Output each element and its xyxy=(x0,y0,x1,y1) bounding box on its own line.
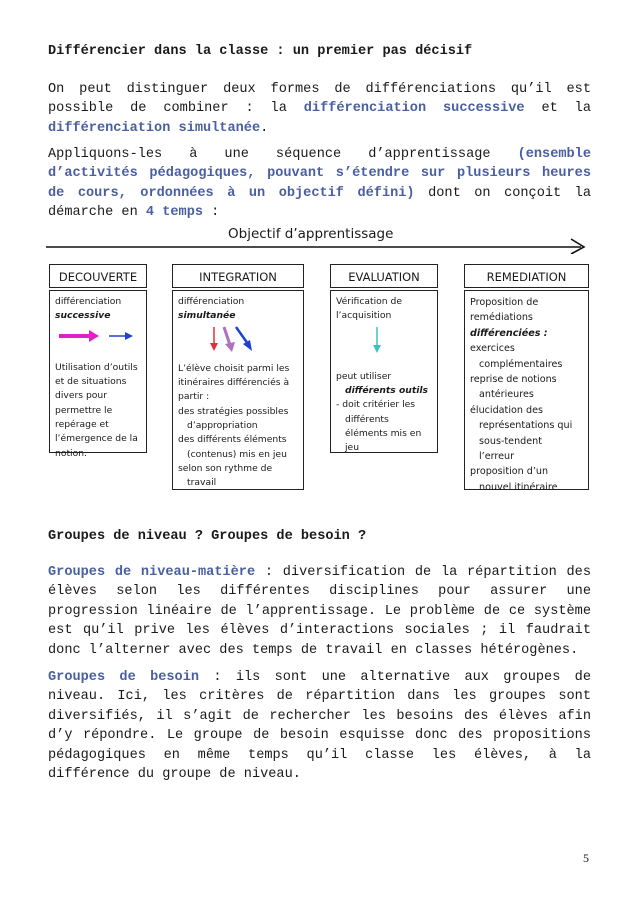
term-simultaneous: différenciation simultanée xyxy=(48,120,261,136)
remediation-body-0: Proposition de xyxy=(470,297,539,308)
column-evaluation xyxy=(330,290,438,453)
integration-body-5: des différents éléments xyxy=(178,434,287,446)
intro-text-middle: et la xyxy=(524,101,591,117)
term-niveau-matiere: Groupes de niveau-matière xyxy=(48,565,256,580)
decouverte-body-0: Utilisation d’outils xyxy=(55,361,138,373)
column-decouverte xyxy=(49,290,147,459)
remediation-body-2: différenciées : xyxy=(470,327,548,339)
integration-body-4: d’appropriation xyxy=(187,420,258,432)
term-besoin: Groupes de besoin xyxy=(48,670,200,685)
intro-text-after: . xyxy=(260,120,269,136)
remediation-body-1: remédiations xyxy=(470,312,533,324)
remediation-body-4: complémentaires xyxy=(479,358,563,370)
decouverte-body-5: l’émergence de la xyxy=(55,433,138,445)
niveau-matiere-paragraph xyxy=(48,563,591,660)
decouverte-body-4: repérage et xyxy=(55,419,109,431)
integration-line2: simultanée xyxy=(178,310,236,322)
integration-body-1: itinéraires différenciés à xyxy=(178,377,290,389)
remediation-body-12: nouvel itinéraire xyxy=(479,481,558,493)
integration-body-3: des stratégies possibles xyxy=(178,405,289,417)
phase-remediation: REMEDIATION xyxy=(464,264,589,288)
decouverte-line2: successive xyxy=(55,310,111,322)
apply-paragraph xyxy=(48,145,591,223)
remediation-body-8: représentations qui xyxy=(479,420,573,432)
besoin-text: : ils sont une alternative aux groupes de niveau. Ici, les critères de répartition dans les groupes sont diversifiés, il s’agit de rechercher les besoins des élèves afin d’y répondre. Le groupe de besoin esquisse donc des propositions pédagogiques en même temps qu’il classe les élèves, à la différence du groupe de niveau. xyxy=(48,670,591,783)
sequence-definition: (ensemble d’activités pédagogiques, pouvant s’étendre sur plusieurs heures de cours, ordonnées à un objectif défini) xyxy=(48,147,591,201)
evaluation-line2: l’acquisition xyxy=(336,310,392,322)
integration-line1: différenciation xyxy=(178,296,245,307)
column-integration xyxy=(172,290,304,490)
decouverte-body-1: et de situations xyxy=(55,376,127,388)
remediation-body-9: sous-tendent xyxy=(479,435,542,447)
decouverte-body-3: permettre le xyxy=(55,404,113,416)
decouverte-body-2: divers pour xyxy=(55,390,108,402)
decouverte-body-6: notion. xyxy=(55,447,87,459)
column-remediation xyxy=(464,290,589,493)
phase-integration: INTEGRATION xyxy=(172,264,304,288)
remediation-body-7: élucidation des xyxy=(470,404,543,416)
term-successive: différenciation successive xyxy=(303,101,525,117)
intro-text-before: On peut distinguer deux formes de différenciations qu’il est possible de combiner : la xyxy=(48,82,591,117)
simultaneous-arrows-icon xyxy=(178,325,288,353)
remediation-body-5: reprise de notions xyxy=(470,374,557,386)
intro-paragraph xyxy=(48,80,591,138)
integration-body-0: L’élève choisit parmi les xyxy=(178,362,290,374)
remediation-body-6: antérieures xyxy=(479,389,534,401)
apply-text-before: Appliquons-les à une séquence d’apprentissage xyxy=(48,147,518,162)
remediation-body-3: exercices xyxy=(470,343,515,355)
objective-label: Objectif d’apprentissage xyxy=(228,226,394,242)
section-heading: Groupes de niveau ? Groupes de besoin ? xyxy=(48,529,367,544)
page-title: Différencier dans la classe : un premier pas décisif xyxy=(48,44,473,59)
phase-decouverte: DECOUVERTE xyxy=(49,264,147,288)
integration-body-8: travail xyxy=(187,477,217,489)
remediation-body-10: l’erreur xyxy=(479,451,515,463)
integration-body-7: selon son rythme de xyxy=(178,462,273,474)
evaluation-arrow-icon xyxy=(336,325,432,355)
evaluation-line1: Vérification de xyxy=(336,296,403,307)
integration-body-6: (contenus) mis en jeu xyxy=(187,448,287,460)
phase-evaluation: EVALUATION xyxy=(330,264,438,288)
niveau-matiere-text: : diversification de la répartition des élèves selon les différentes disciplines pour assurer une progression linéaire de l’apprentissage. Le problème de ce système est qu’il prive les élèves d’interactions sociales ; il faudrait donc l’alterner avec des temps de travail en classes hétérogènes. xyxy=(48,565,591,658)
steps-count: 4 temps xyxy=(145,205,204,221)
evaluation-body-3: différents xyxy=(345,413,389,425)
apply-text-after: : xyxy=(203,205,220,221)
objective-arrow xyxy=(44,238,589,254)
page-number: 5 xyxy=(583,851,589,865)
integration-body-2: partir : xyxy=(178,391,210,403)
decouverte-line1: différenciation xyxy=(55,296,122,307)
evaluation-body-1: différents outils xyxy=(345,385,428,397)
besoin-paragraph xyxy=(48,668,591,784)
evaluation-body-2: - doit critérier les xyxy=(336,399,416,411)
successive-arrows-icon xyxy=(55,326,141,346)
remediation-body-11: proposition d’un xyxy=(470,466,549,478)
evaluation-body-0: peut utiliser xyxy=(336,370,392,382)
evaluation-body-4: éléments mis en jeu xyxy=(345,428,422,454)
apply-text-middle: dont on conçoit la démarche en xyxy=(48,185,592,221)
